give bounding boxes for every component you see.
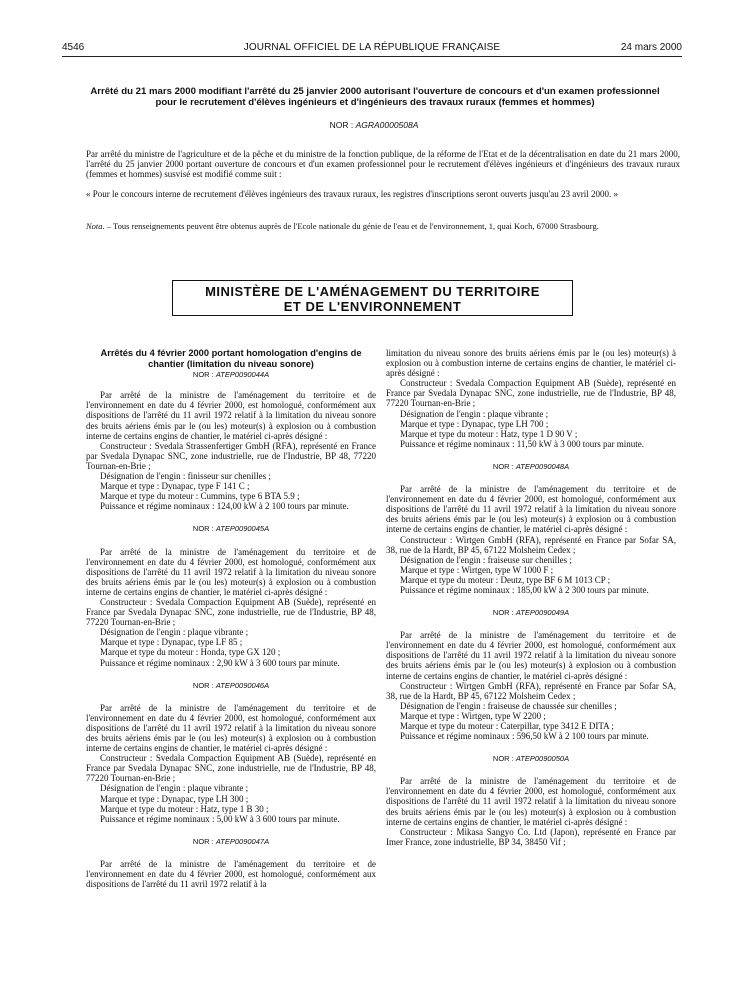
entry-marque: Marque et type : Dynapac, type LH 300 ;	[100, 793, 249, 804]
page-number: 4546	[62, 42, 85, 53]
entry-constructeur: Constructeur : Svedala Compaction Equipment AB (Suède), représenté en France par Svedala Dynapac SNC, zone industrielle, rue de l'Industrie, BP 48, 77220 Tournan-en-Brie ;	[86, 596, 376, 628]
entry-intro: Par arrêté de la ministre de l'aménagement du territoire et de l'environnement en date du 4 février 2000, est homologué, conformément aux dispositions de l'arrêté du 11 avril 1972 relatif à la limitation du niveau sonore des bruits aériens émis par le (ou les) moteur(s) à explosion ou à combustion interne de certains engins de chantier, le matériel ci-après désigné :	[86, 546, 376, 597]
entry-constructeur: Constructeur : Wirtgen GmbH (RFA), représenté en France par Sofar SA, 38, rue de la Hardt, BP 45, 67122 Molsheim Cedex ;	[386, 534, 676, 555]
entry-designation: Désignation de l'engin : finisseur sur chenilles ;	[100, 471, 271, 482]
header-rule	[62, 56, 682, 57]
arrete-note	[86, 221, 680, 231]
note-label: Nota.	[86, 221, 105, 231]
left-column	[86, 348, 376, 889]
entry-puissance: Puissance et régime nominaux : 2,90 kW à 3 600 tours par minute.	[100, 657, 340, 668]
ministry-line-1: MINISTÈRE DE L'AMÉNAGEMENT DU TERRITOIRE	[205, 284, 540, 299]
entry-marque: Marque et type : Dynapac, type LF 85 ;	[100, 637, 243, 648]
entry-marque: Marque et type : Dynapac, type LH 700 ;	[400, 418, 549, 429]
entry-intro: Par arrêté de la ministre de l'aménagement du territoire et de l'environnement en date du 4 février 2000, est homologué, conformément aux dispositions de l'arrêté du 11 avril 1972 relatif à la limitation du niveau sonore des bruits aériens émis par le (ou les) moteur(s) à explosion ou à combustion interne de certains engins de chantier, le matériel ci-après désigné :	[386, 630, 676, 681]
entry-designation: Désignation de l'engin : fraiseuse sur chenilles ;	[400, 554, 572, 565]
ministry-heading	[172, 280, 573, 316]
entry-constructeur: Constructeur : Svedala Compaction Equipment AB (Suède), représenté en France par Svedala Dynapac SNC, zone industrielle, rue de l'Industrie, BP 48, 77220 Tournan-en-Brie ;	[86, 753, 376, 784]
nor-code: ATEP0090050A	[515, 754, 570, 764]
nor-line: NOR : ATEP0090048A	[492, 461, 570, 471]
entry-puissance: Puissance et régime nominaux : 185,00 kW à 2 300 tours par minute.	[400, 584, 649, 595]
entry-designation: Désignation de l'engin : plaque vibrante ;	[100, 627, 249, 638]
note-text: – Tous renseignements peuvent être obtenus auprès de l'Ecole nationale du génie de l'eau et de l'environnement, 1, quai Koch, 67000 Strasbourg.	[104, 221, 599, 231]
entry-constructeur: Constructeur : Svedala Compaction Equipment AB (Suède), représenté en France par Svedala Dynapac SNC, zone industrielle, rue de l'Industrie, BP 48, 77220 Tournan-en-Brie ;	[386, 378, 676, 409]
entry-moteur: Marque et type du moteur : Hatz, type 1 D 90 V ;	[400, 428, 578, 439]
nor-code: ATEP0090047A	[215, 836, 270, 846]
entry-intro: Par arrêté de la ministre de l'aménagement du territoire et de l'environnement en date du 4 février 2000, est homologué, conformément aux dispositions de l'arrêté du 11 avril 1972 relatif à la	[86, 858, 376, 890]
entry-puissance: Puissance et régime nominaux : 596,50 kW à 2 100 tours par minute.	[400, 731, 649, 742]
entry-intro: Par arrêté de la ministre de l'aménagement du territoire et de l'environnement en date du 4 février 2000, est homologué, conformément aux dispositions de l'arrêté du 11 avril 1972 relatif à la limitation du niveau sonore des bruits aériens émis par le (ou les) moteur(s) à explosion ou à combustion interne de certains engins de chantier, le matériel ci-après désigné :	[386, 484, 676, 535]
nor-line: NOR : ATEP0090049A	[492, 608, 570, 618]
entry-moteur: Marque et type du moteur : Caterpillar, type 3412 E DITA ;	[400, 721, 614, 731]
entry-puissance: Puissance et régime nominaux : 5,00 kW à 3 600 tours par minute.	[100, 813, 340, 824]
nor-code: ATEP0090049A	[515, 608, 570, 618]
arrete-paragraph: Par arrêté du ministre de l'agriculture et de la pêche et du ministre de la fonction publique, de la réforme de l'Etat et de la décentralisation en date du 21 mars 2000, l'arrêté du 25 janvier 2000 portant ouverture de concours et d'un examen professionnel pour le recrutement d'élèves ingénieurs et d'ingénieurs des travaux ruraux (femmes et hommes) susvisé est modifié comme suit :	[86, 149, 680, 180]
nor-code: ATEP0090048A	[515, 461, 570, 471]
right-column	[386, 348, 676, 847]
entry-moteur: Marque et type du moteur : Honda, type GX 120 ;	[100, 647, 281, 658]
nor-code: ATEP0090044A	[215, 370, 270, 380]
entry-intro: Par arrêté de la ministre de l'aménagement du territoire et de l'environnement en date du 4 février 2000, est homologué, conformément aux dispositions de l'arrêté du 11 avril 1972 relatif à la limitation du niveau sonore des bruits aériens émis par le (ou les) moteur(s) à explosion ou à combustion interne de certains engins de chantier, le matériel ci-après désigné :	[86, 390, 376, 441]
arrete-amendment	[86, 189, 680, 199]
entry-constructeur: Constructeur : Svedala Strassenfertiger GmbH (RFA), représenté en France par Svedala Dynapac SNC, zone industrielle, rue de l'Industrie, BP 48, 77220 Tournan-en-Brie ;	[86, 440, 376, 471]
entry-constructeur: Constructeur : Mikasa Sangyo Co. Ltd (Japon), représenté en France par Imer France, zone industrielle, BP 34, 38450 Vif ;	[386, 826, 676, 847]
nor-line: NOR : ATEP0090047A	[192, 836, 270, 846]
entry-intro-continued: limitation du niveau sonore des bruits aériens émis par le (ou les) moteur(s) à explosion ou à combustion interne de certains engins de chantier, le matériel ci-après désigné :	[386, 348, 676, 379]
entry-intro: Par arrêté de la ministre de l'aménagement du territoire et de l'environnement en date du 4 février 2000, est homologué, conformément aux dispositions de l'arrêté du 11 avril 1972 relatif à la limitation du niveau sonore des bruits aériens émis par le (ou les) moteur(s) à explosion ou à combustion interne de certains engins de chantier, le matériel ci-après désigné :	[386, 776, 676, 827]
issue-date: 24 mars 2000	[620, 42, 682, 53]
entry-puissance: Puissance et régime nominaux : 124,00 kW à 2 100 tours par minute.	[100, 501, 349, 512]
entry-intro: Par arrêté de la ministre de l'aménagement du territoire et de l'environnement en date du 4 février 2000, est homologué, conformément aux dispositions de l'arrêté du 11 avril 1972 relatif à la limitation du niveau sonore des bruits aériens émis par le (ou les) moteur(s) à explosion ou à combustion interne de certains engins de chantier, le matériel ci-après désigné :	[86, 702, 376, 754]
arrete-paragraph-quote: « Pour le concours interne de recrutement d'élèves ingénieurs des travaux ruraux, les registres d'inscriptions seront ouverts jusqu'au 23 avril 2000. »	[86, 189, 618, 199]
nor-line: NOR : ATEP0090044A	[192, 370, 270, 380]
arrete-body	[86, 149, 680, 180]
ministry-line-2: ET DE L'ENVIRONNEMENT	[283, 298, 462, 314]
nor-label: NOR :	[329, 120, 354, 130]
nor-line: NOR : ATEP0090050A	[492, 754, 570, 764]
nor-line: NOR : ATEP0090046A	[192, 680, 270, 690]
entry-constructeur: Constructeur : Wirtgen GmbH (RFA), représenté en France par Sofar SA, 38, rue de la Hardt, BP 45, 67122 Molsheim Cedex ;	[386, 680, 676, 701]
entry-designation: Désignation de l'engin : plaque vibrante ;	[400, 408, 549, 419]
nor-code: ATEP0090046A	[215, 680, 270, 690]
entry-marque: Marque et type : Wirtgen, type W 2200 ;	[400, 710, 546, 721]
entry-designation: Désignation de l'engin : plaque vibrante ;	[100, 783, 249, 794]
entry-moteur: Marque et type du moteur : Cummins, type 6 BTA 5.9 ;	[100, 491, 300, 502]
arrete-title: Arrêté du 21 mars 2000 modifiant l'arrêté du 25 janvier 2000 autorisant l'ouverture de concours et d'un examen professionnel pour le recrutement d'élèves ingénieurs et d'ingénieurs des travaux ruraux (femmes et hommes)	[90, 86, 660, 108]
section-title: Arrêtés du 4 février 2000 portant homologation d'engins de chantier (limitation du niveau sonore)	[100, 348, 362, 369]
entry-marque: Marque et type : Dynapac, type F 141 C ;	[100, 481, 250, 492]
nor-code: AGRA0000508A	[355, 120, 419, 130]
entry-moteur: Marque et type du moteur : Hatz, type 1 B 30 ;	[100, 803, 269, 814]
nor-line: NOR : ATEP0090045A	[192, 524, 270, 534]
entry-moteur: Marque et type du moteur : Deutz, type BF 6 M 1013 CP ;	[400, 574, 611, 585]
nor-code: ATEP0090045A	[215, 524, 270, 534]
arrete-nor	[0, 120, 748, 130]
entry-puissance: Puissance et régime nominaux : 11,50 kW à 3 000 tours par minute.	[400, 438, 644, 449]
entry-marque: Marque et type : Wirtgen, type W 1000 F ;	[400, 564, 554, 575]
journal-title: JOURNAL OFFICIEL DE LA RÉPUBLIQUE FRANÇAISE	[243, 42, 501, 53]
entry-designation: Désignation de l'engin : fraiseuse de chaussée sur chenilles ;	[400, 700, 617, 711]
